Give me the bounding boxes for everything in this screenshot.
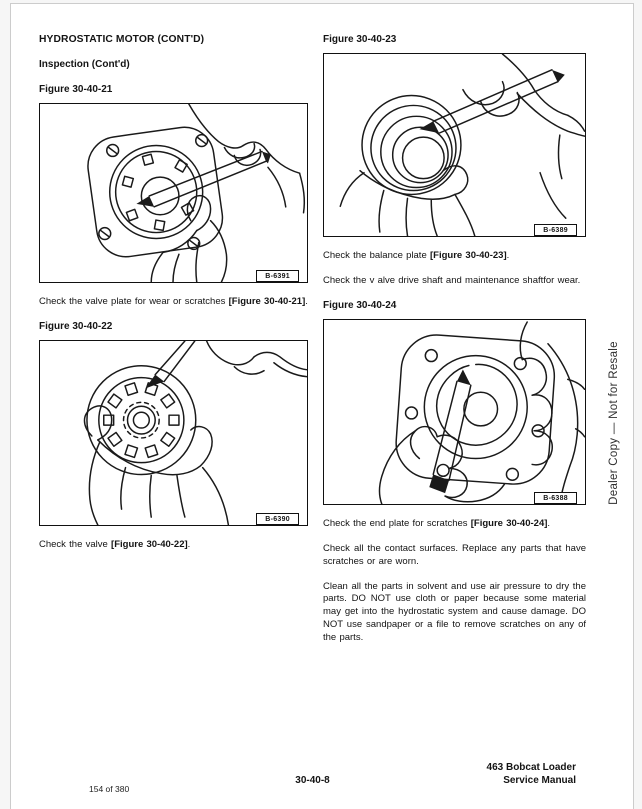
pencil-icon [136,196,154,207]
text: . [305,296,308,307]
figure-24-tag: B-6388 [534,492,577,504]
manual-title-line2: Service Manual [503,775,576,786]
figure-21-title: Figure 30-40-21 [39,84,113,95]
paragraph-contact-surfaces: Check all the contact surfaces. Replace any parts that have scratches or are worn. [323,542,586,567]
footer-manual-title [487,761,576,787]
text: . [547,517,551,529]
paragraph-drive-shaft: Check the v alve drive shaft and maintenance shaftfor wear. [323,274,581,286]
manual-title-line1: 463 Bobcat Loader [486,762,576,773]
hand-icon [207,341,254,365]
figure-24-illustration [323,319,586,505]
paragraph-valve-plate [39,296,308,309]
valve-plate-drawing [40,104,307,282]
paragraph-valve [39,539,308,552]
paragraph-clean-parts: Clean all the parts in solvent and use air pressure to dry the parts. DO NOT use cloth or paper because some material may get into the hydrostatic system and cause damage. DO NOT use sandpaper or a file to remove scratches on any of the parts. [323,580,586,644]
figure-24-title: Figure 30-40-24 [323,299,397,311]
figure-reference: [Figure 30-40-23] [429,250,507,261]
end-plate-drawing [324,320,585,504]
footer-page-code: 30-40-8 [295,775,330,786]
cylinder-block-drawing [40,341,307,525]
figure-reference: [Figure 30-40-22] [111,538,188,550]
figure-21-tag: B-6391 [256,270,299,282]
figure-21-illustration [39,103,308,283]
figure-23-tag: B-6389 [534,224,577,236]
section-title: HYDROSTATIC MOTOR (CONT'D) [39,34,205,45]
dealer-copy-watermark: Dealer Copy — Not for Resale [608,341,620,505]
text: . [506,250,510,261]
hand-icon [189,104,243,148]
right-column [323,34,586,657]
figure-22-title: Figure 30-40-22 [39,320,113,332]
subsection-title: Inspection (Cont'd) [39,59,130,70]
text: Check the balance plate [323,250,430,261]
paragraph-balance-plate [323,250,586,263]
paragraph-end-plate [323,518,586,531]
footer-page-indicator: 154 of 380 [89,784,130,794]
text: Check the end plate for scratches [323,517,471,529]
figure-reference: [Figure 30-40-24] [470,517,548,529]
figure-reference: [Figure 30-40-21] [228,296,306,307]
text: . [187,538,191,550]
pencil-icon [457,369,471,385]
text: Check the valve plate for wear or scratches [39,296,229,307]
figure-23-illustration [323,53,586,237]
manual-page [10,3,634,809]
pencil-icon [145,375,164,389]
figure-23-title: Figure 30-40-23 [323,34,397,45]
figure-22-tag: B-6390 [256,513,299,525]
balance-plate-drawing [324,54,585,236]
figure-22-illustration [39,340,308,526]
text: Check the valve [39,538,112,550]
left-column [39,34,308,564]
